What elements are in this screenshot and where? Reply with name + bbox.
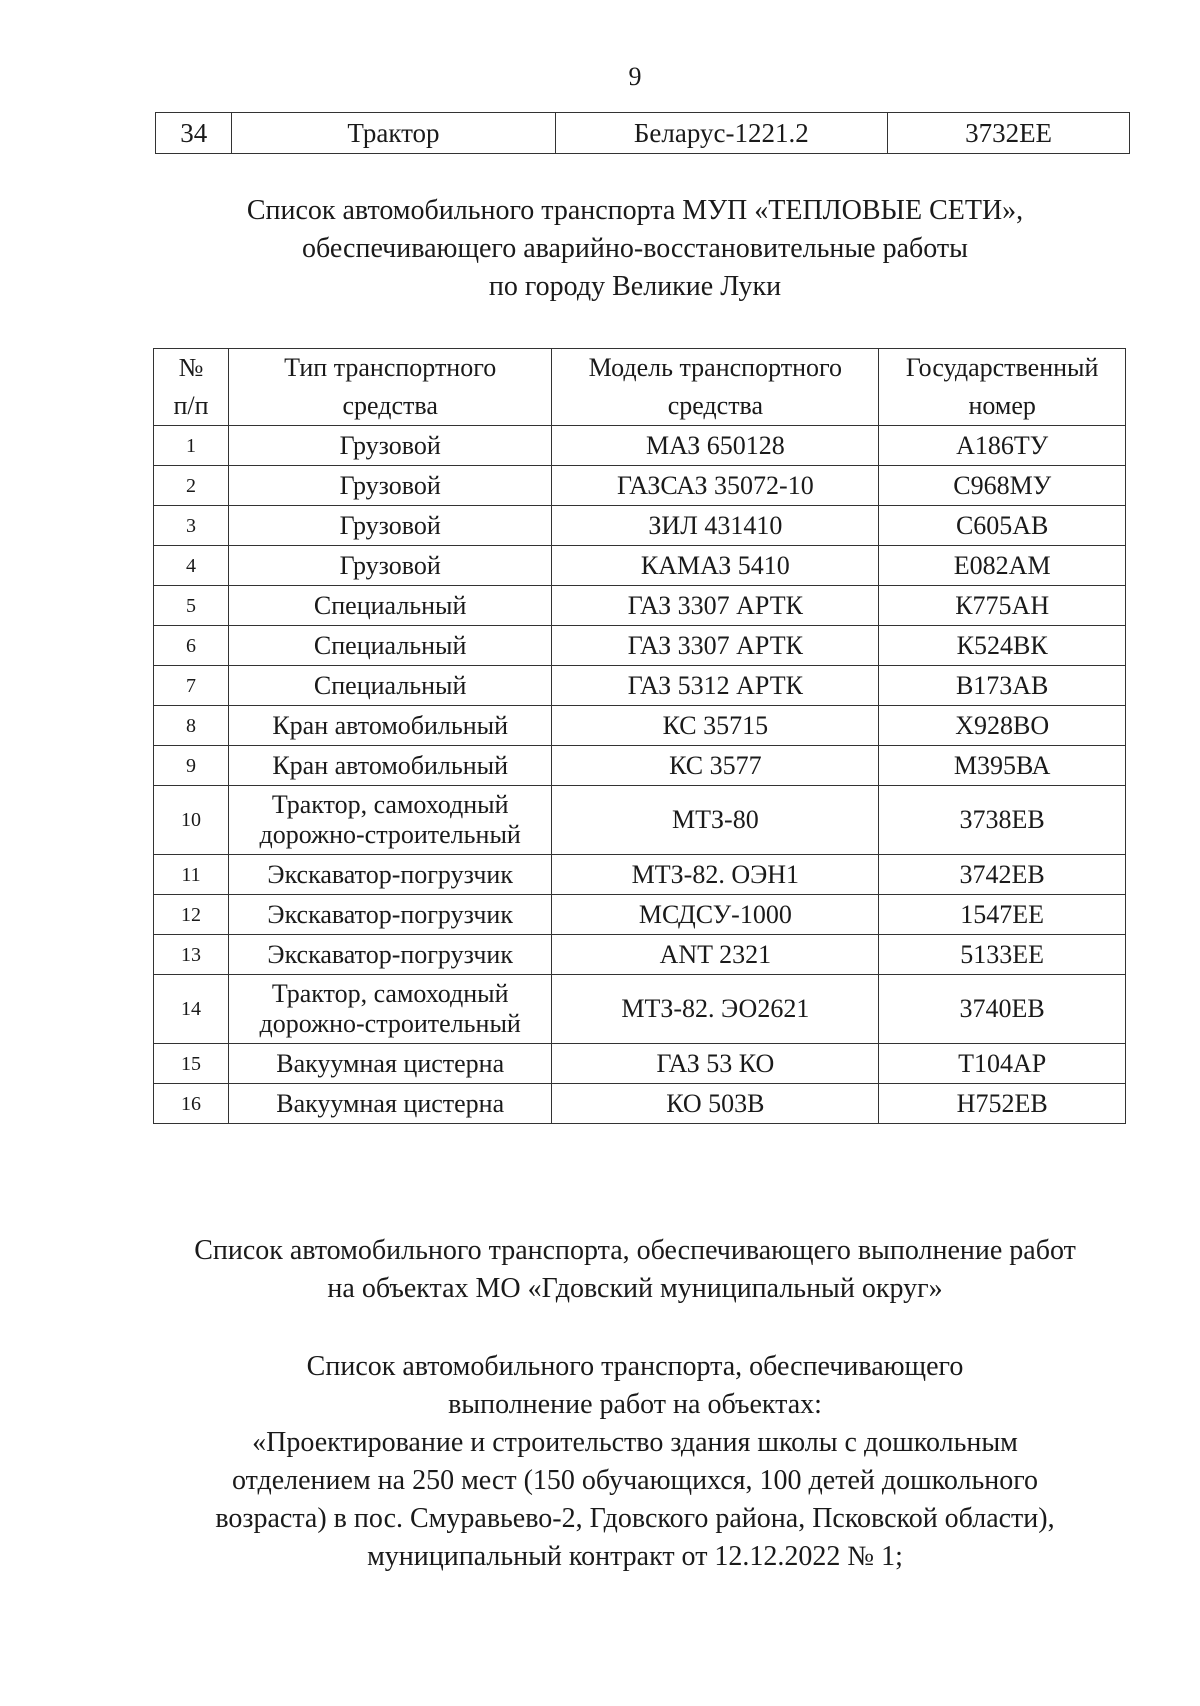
vehicle-model: МТЗ-82. ЭО2621 <box>552 975 879 1044</box>
heading-line: муниципальный контракт от 12.12.2022 № 1; <box>367 1541 903 1572</box>
vehicle-type <box>229 1084 552 1124</box>
plate-number: С605АВ <box>879 506 1126 546</box>
vehicle-model: ЗИЛ 431410 <box>552 506 879 546</box>
row-number: 34 <box>156 113 232 154</box>
vehicle-model: ГАЗСАЗ 35072-10 <box>552 466 879 506</box>
heading-line: Список автомобильного транспорта МУП «ТЕПЛОВЫЕ СЕТИ», <box>246 195 1024 226</box>
row-number: 9 <box>154 746 229 786</box>
row-number: 16 <box>154 1084 229 1124</box>
vehicle-type-line: Экскаватор-погрузчик <box>267 939 513 969</box>
plate-number: 3740ЕВ <box>879 975 1126 1044</box>
vehicle-type-line: Специальный <box>313 630 467 660</box>
vehicle-type <box>229 506 552 546</box>
vehicle-type <box>229 975 552 1044</box>
table-row <box>154 786 1126 855</box>
page-number: 9 <box>628 62 642 91</box>
vehicle-type-line: Трактор, самоходный <box>271 790 509 819</box>
plate-number: Х928ВО <box>879 706 1126 746</box>
section-heading-teplovye-seti <box>0 192 1200 306</box>
vehicle-model: ГАЗ 3307 АРТК <box>552 626 879 666</box>
header-number: № п/п <box>154 349 229 426</box>
vehicle-type <box>229 895 552 935</box>
vehicle-type-line: Грузовой <box>339 510 441 540</box>
vehicle-model: ГАЗ 5312 АРТК <box>552 666 879 706</box>
table-header-row <box>154 349 1126 426</box>
row-number: 1 <box>154 426 229 466</box>
heading-line: обеспечивающего аварийно-восстановительные работы <box>302 233 968 264</box>
continuation-table <box>155 112 1130 154</box>
vehicle-model: КС 35715 <box>552 706 879 746</box>
vehicle-type-line: Грузовой <box>339 430 441 460</box>
row-number: 3 <box>154 506 229 546</box>
vehicle-type-line: дорожно-строительный <box>259 820 521 849</box>
row-number: 4 <box>154 546 229 586</box>
vehicle-type <box>229 935 552 975</box>
vehicle-type-line: дорожно-строительный <box>259 1009 521 1038</box>
row-number: 14 <box>154 975 229 1044</box>
vehicle-type <box>229 546 552 586</box>
vehicle-type-line: Специальный <box>313 590 467 620</box>
plate-number: Е082АМ <box>879 546 1126 586</box>
vehicle-model: ГАЗ 53 КО <box>552 1044 879 1084</box>
row-number: 11 <box>154 855 229 895</box>
vehicle-type <box>229 426 552 466</box>
table-row <box>154 666 1126 706</box>
vehicle-model: МТЗ-82. ОЭН1 <box>552 855 879 895</box>
vehicle-type: Трактор <box>232 113 555 154</box>
header-model: Модель транспортного средства <box>552 349 879 426</box>
plate-number: Т104АР <box>879 1044 1126 1084</box>
plate-number: 5133ЕЕ <box>879 935 1126 975</box>
table-row <box>154 746 1126 786</box>
vehicle-type-line: Кран автомобильный <box>272 750 509 780</box>
plate-number: 3732ЕЕ <box>888 113 1130 154</box>
table-row <box>154 466 1126 506</box>
vehicle-type <box>229 1044 552 1084</box>
vehicle-type <box>229 706 552 746</box>
table-row <box>154 855 1126 895</box>
heading-line: выполнение работ на объектах: <box>448 1389 822 1420</box>
vehicle-model: МТЗ-80 <box>552 786 879 855</box>
vehicle-type <box>229 466 552 506</box>
table-row <box>154 426 1126 466</box>
header-type: Тип транспортного средства <box>229 349 552 426</box>
plate-number: 3742ЕВ <box>879 855 1126 895</box>
header-plate: Государственный номер <box>879 349 1126 426</box>
plate-number: С968МУ <box>879 466 1126 506</box>
vehicle-model: КАМАЗ 5410 <box>552 546 879 586</box>
vehicle-model: ГАЗ 3307 АРТК <box>552 586 879 626</box>
heading-line: «Проектирование и строительство здания школы с дошкольным <box>252 1427 1018 1458</box>
table-row <box>156 113 1130 154</box>
vehicle-type-line: Грузовой <box>339 550 441 580</box>
plate-number: К775АН <box>879 586 1126 626</box>
table-row <box>154 546 1126 586</box>
row-number: 2 <box>154 466 229 506</box>
table-row <box>154 1084 1126 1124</box>
row-number: 5 <box>154 586 229 626</box>
heading-line: отделением на 250 мест (150 обучающихся, 100 детей дошкольного <box>231 1465 1039 1496</box>
plate-number: В173АВ <box>879 666 1126 706</box>
table-row <box>154 1044 1126 1084</box>
plate-number: 3738ЕВ <box>879 786 1126 855</box>
row-number: 7 <box>154 666 229 706</box>
vehicle-type <box>229 786 552 855</box>
vehicle-type-line: Экскаватор-погрузчик <box>267 899 513 929</box>
vehicle-table <box>153 348 1126 1124</box>
vehicle-type-line: Трактор, самоходный <box>271 979 509 1008</box>
vehicle-model: МАЗ 650128 <box>552 426 879 466</box>
heading-line: Список автомобильного транспорта, обеспечивающего <box>306 1351 964 1382</box>
heading-line: возраста) в пос. Смуравьево-2, Гдовского района, Псковской области), <box>215 1503 1055 1534</box>
table-row <box>154 586 1126 626</box>
section-heading-gdov <box>0 1232 1200 1308</box>
table-row <box>154 895 1126 935</box>
row-number: 6 <box>154 626 229 666</box>
vehicle-model: КО 503В <box>552 1084 879 1124</box>
row-number: 10 <box>154 786 229 855</box>
vehicle-model: Беларус-1221.2 <box>555 113 888 154</box>
vehicle-type <box>229 746 552 786</box>
vehicle-type <box>229 626 552 666</box>
vehicle-type <box>229 586 552 626</box>
row-number: 15 <box>154 1044 229 1084</box>
heading-line: Список автомобильного транспорта, обеспечивающего выполнение работ <box>194 1235 1076 1266</box>
table-row <box>154 626 1126 666</box>
vehicle-model: КС 3577 <box>552 746 879 786</box>
vehicle-type <box>229 666 552 706</box>
heading-line: на объектах МО «Гдовский муниципальный округ» <box>327 1273 943 1304</box>
vehicle-type-line: Специальный <box>313 670 467 700</box>
table-row <box>154 975 1126 1044</box>
row-number: 13 <box>154 935 229 975</box>
plate-number: А186ТУ <box>879 426 1126 466</box>
vehicle-type-line: Кран автомобильный <box>272 710 509 740</box>
plate-number: К524ВК <box>879 626 1126 666</box>
plate-number: М395ВА <box>879 746 1126 786</box>
heading-line: по городу Великие Луки <box>488 271 782 302</box>
vehicle-model: МСДСУ-1000 <box>552 895 879 935</box>
vehicle-type <box>229 855 552 895</box>
table-row <box>154 935 1126 975</box>
vehicle-type-line: Вакуумная цистерна <box>276 1088 505 1118</box>
vehicle-type-line: Вакуумная цистерна <box>276 1048 505 1078</box>
table-row <box>154 506 1126 546</box>
plate-number: Н752ЕВ <box>879 1084 1126 1124</box>
row-number: 8 <box>154 706 229 746</box>
vehicle-type-line: Экскаватор-погрузчик <box>267 859 513 889</box>
vehicle-model: ANT 2321 <box>552 935 879 975</box>
plate-number: 1547ЕЕ <box>879 895 1126 935</box>
vehicle-type-line: Грузовой <box>339 470 441 500</box>
row-number: 12 <box>154 895 229 935</box>
table-row <box>154 706 1126 746</box>
section-heading-school-project <box>0 1348 1200 1576</box>
